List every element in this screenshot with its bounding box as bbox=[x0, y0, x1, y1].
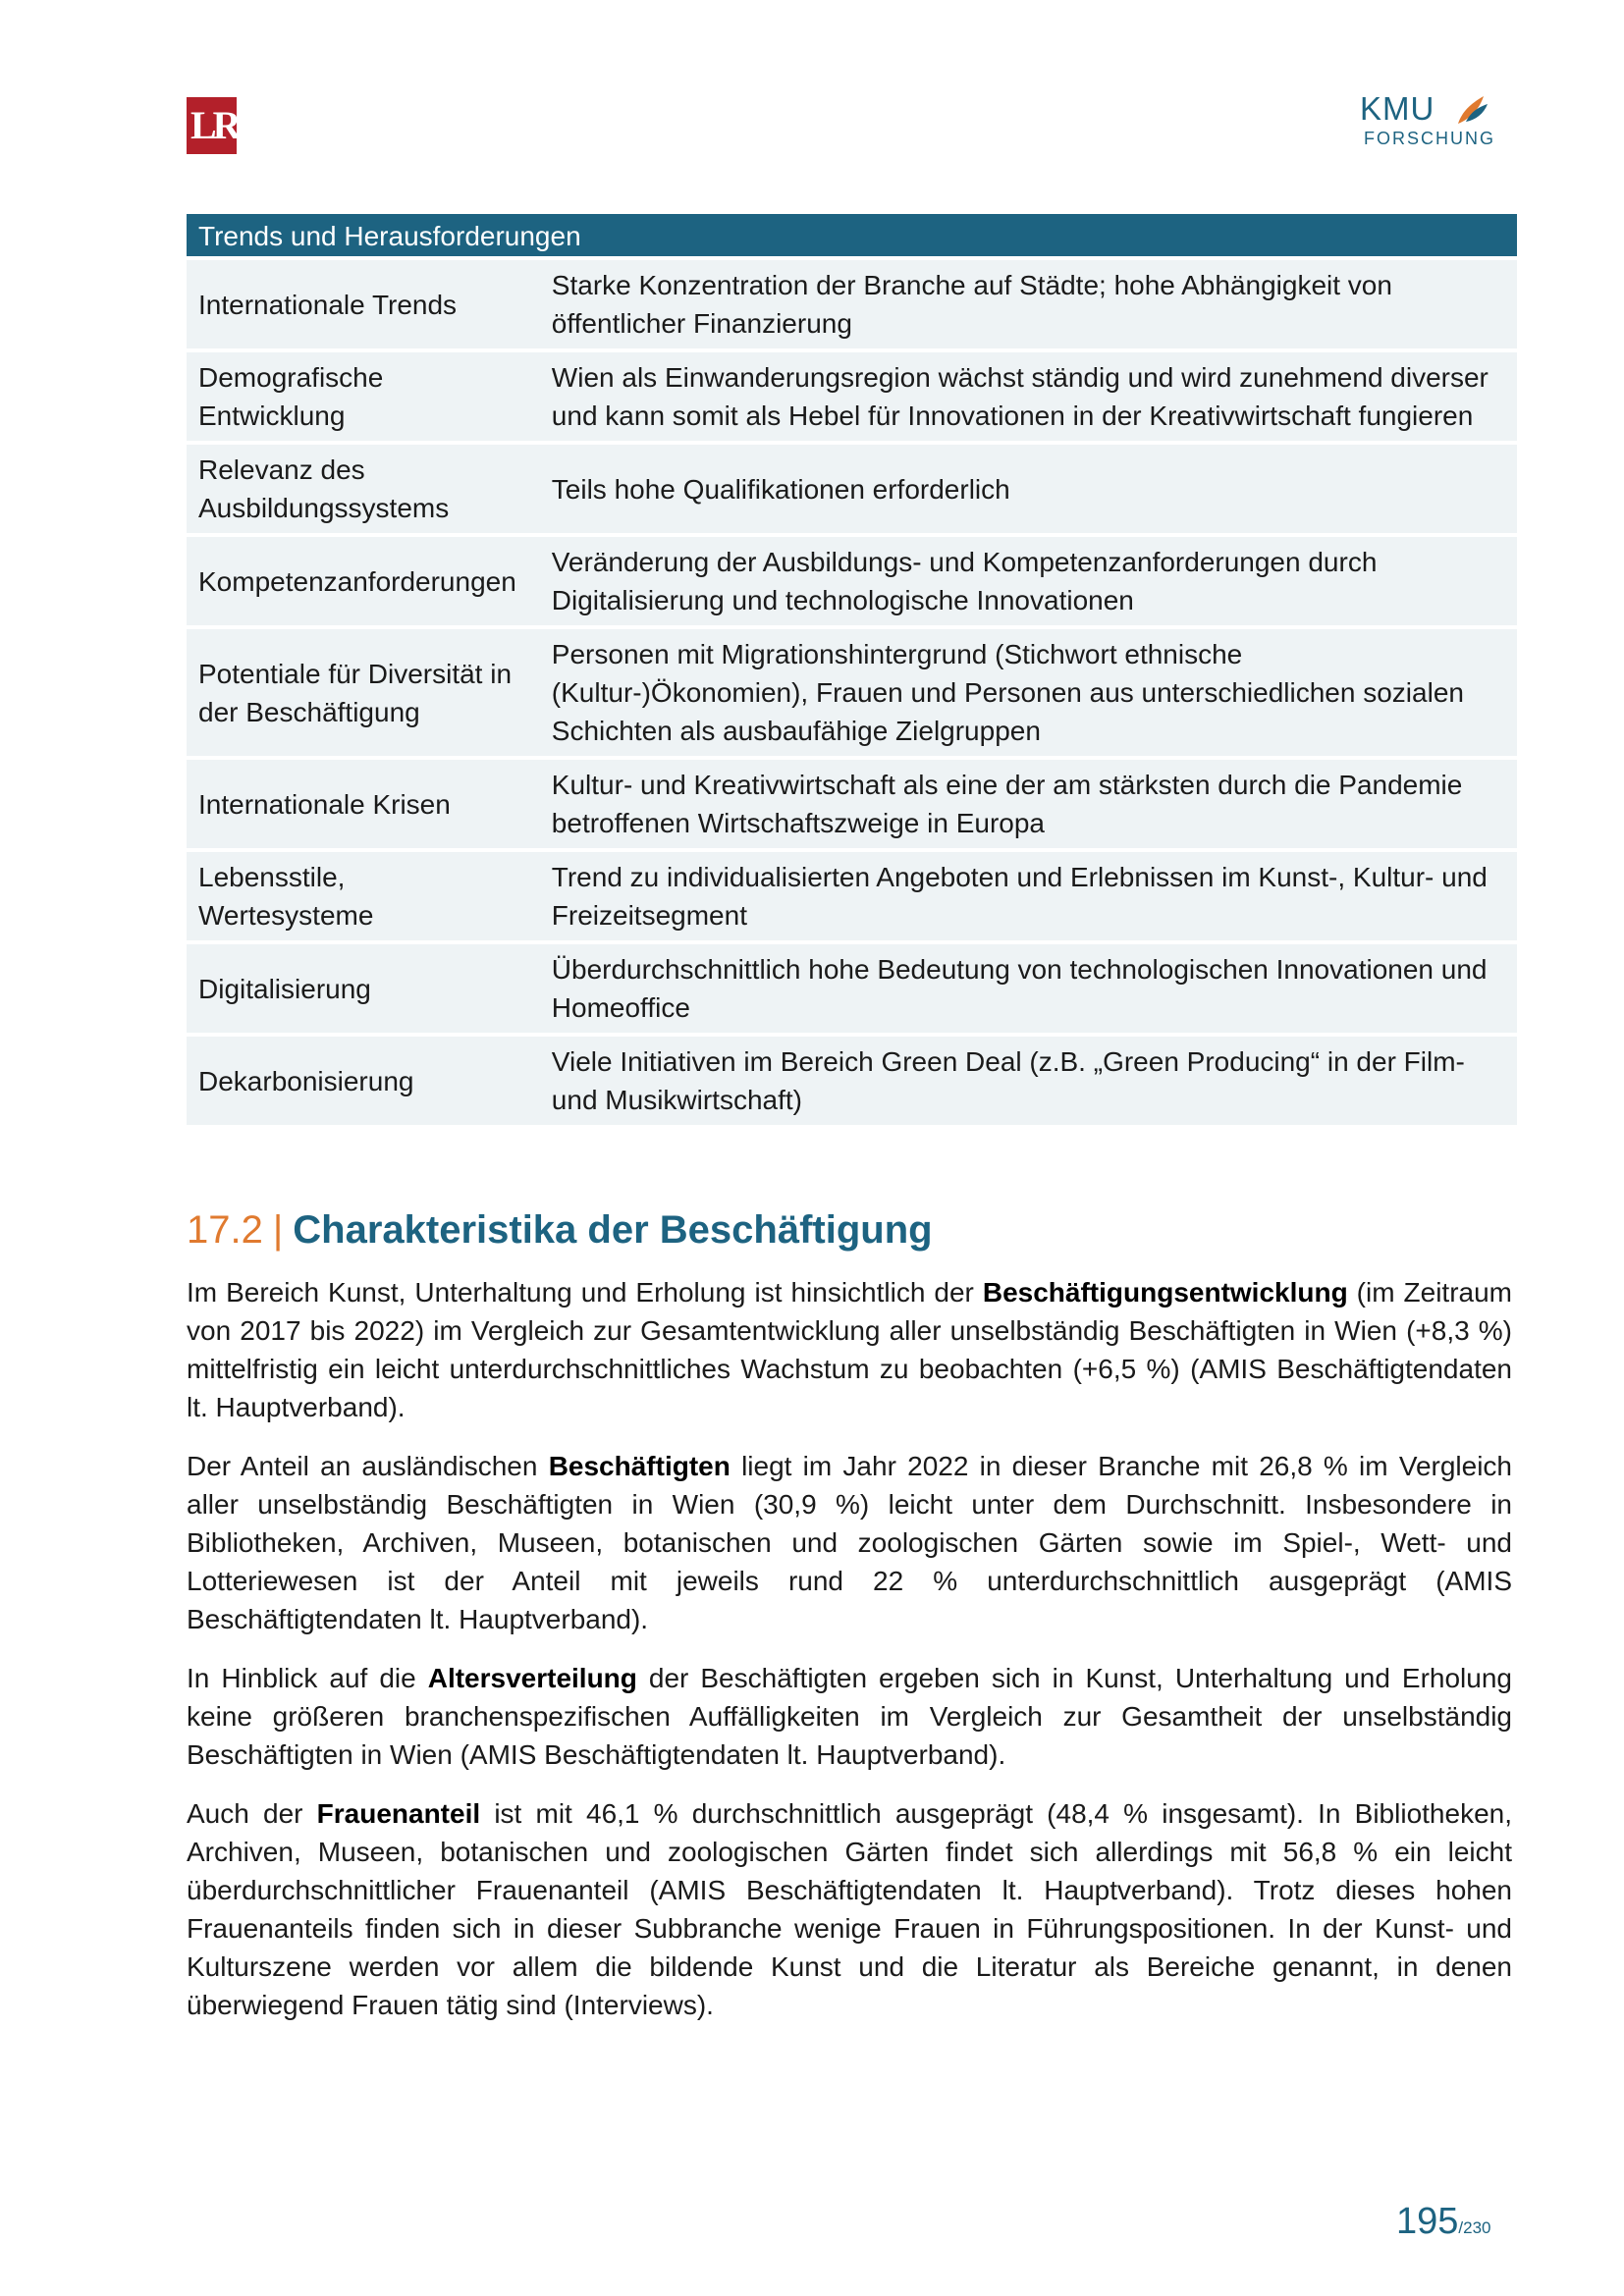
table-row bbox=[187, 944, 1517, 1033]
kmu-forschung-logo bbox=[1360, 90, 1495, 153]
section-heading bbox=[187, 1202, 933, 1257]
paragraph-keyword: Frauenanteil bbox=[316, 1798, 481, 1829]
table-row bbox=[187, 537, 1517, 625]
row-label: Potentiale für Diversität in der Beschäftigung bbox=[187, 629, 528, 756]
kmu-logo-sub: FORSCHUNG bbox=[1364, 129, 1495, 148]
page-number bbox=[1396, 2203, 1491, 2240]
section-number: 17.2 bbox=[187, 1208, 263, 1252]
trends-table bbox=[187, 210, 1517, 1129]
row-label: Dekarbonisierung bbox=[187, 1037, 528, 1125]
section-title: Charakteristika der Beschäftigung bbox=[293, 1208, 933, 1252]
paragraph bbox=[187, 1447, 1512, 1638]
row-label: Relevanz des Ausbildungssystems bbox=[187, 445, 528, 533]
section-separator: | bbox=[272, 1208, 284, 1252]
paragraph-text: (im Zeitraum von 2017 bis 2022) im Vergleich zur Gesamtentwicklung aller unselbständig Beschäftigten in Wien (+8,3 %) mittelfristig ein leicht unterdurchschnittliches Wachstum zu beobachten (+6,5 %) (AMIS Beschäftigtendaten lt. Hauptverband). bbox=[187, 1277, 1512, 1422]
trends-table-heading: Trends und Herausforderungen bbox=[187, 214, 1517, 256]
table-row bbox=[187, 852, 1517, 940]
row-label: Internationale Trends bbox=[187, 260, 528, 348]
table-row bbox=[187, 760, 1517, 848]
row-text: Überdurchschnittlich hohe Bedeutung von technologischen Innovationen und Homeoffice bbox=[528, 944, 1517, 1033]
lr-logo bbox=[187, 95, 247, 156]
paragraph-text: der Beschäftigten ergeben sich in Kunst, Unterhaltung und Erholung keine größeren branchenspezifischen Auffälligkeiten im Vergleich zur Gesamtheit der unselbständig Beschäftigten in Wien (AMIS Beschäftigtendaten lt. Hauptverband). bbox=[187, 1663, 1512, 1770]
row-text: Viele Initiativen im Bereich Green Deal (z.B. „Green Producing“ in der Film- und Musikwirtschaft) bbox=[528, 1037, 1517, 1125]
row-text: Teils hohe Qualifikationen erforderlich bbox=[528, 445, 1517, 533]
row-label: Internationale Krisen bbox=[187, 760, 528, 848]
paragraph-text: ist mit 46,1 % durchschnittlich ausgeprägt (48,4 % insgesamt). In Bibliotheken, Archiven, Museen, botanischen und zoologischen Gärten findet sich allerdings mit 56,8 % ein leicht überdurchschnittlicher Frauenanteil (AMIS Beschäftigtendaten lt. Hauptverband). Trotz dieses hohen Frauenanteils finden sich in dieser Subbranche wenige Frauen in Führungspositionen. In der Kunst- und Kulturszene werden vor allem die bildende Kunst und die Literatur als Bereiche genannt, in denen überwiegend Frauen tätig sind (Interviews). bbox=[187, 1798, 1512, 2020]
paragraph-text: In Hinblick auf die bbox=[187, 1663, 428, 1693]
paragraph bbox=[187, 1794, 1512, 2024]
paragraph-text: Der Anteil an ausländischen bbox=[187, 1451, 549, 1481]
lr-logo-letters: LR bbox=[190, 103, 238, 147]
body-text bbox=[187, 1273, 1512, 2045]
row-label: Kompetenzanforderungen bbox=[187, 537, 528, 625]
row-label: Digitalisierung bbox=[187, 944, 528, 1033]
paragraph-keyword: Altersverteilung bbox=[427, 1663, 637, 1693]
row-text: Wien als Einwanderungsregion wächst ständig und wird zunehmend diverser und kann somit als Hebel für Innovationen in der Kreativwirtschaft fungieren bbox=[528, 352, 1517, 441]
table-row bbox=[187, 352, 1517, 441]
row-label: Lebensstile, Wertesysteme bbox=[187, 852, 528, 940]
paragraph-keyword: Beschäftigungsentwicklung bbox=[982, 1277, 1348, 1308]
paragraph-text: Auch der bbox=[187, 1798, 317, 1829]
row-label: Demografische Entwicklung bbox=[187, 352, 528, 441]
trends-table-header-row bbox=[187, 214, 1517, 256]
row-text: Kultur- und Kreativwirtschaft als eine der am stärksten durch die Pandemie betroffenen Wirtschaftszweige in Europa bbox=[528, 760, 1517, 848]
paragraph-keyword: Beschäftigten bbox=[548, 1451, 731, 1481]
row-text: Trend zu individualisierten Angeboten und Erlebnissen im Kunst-, Kultur- und Freizeitsegment bbox=[528, 852, 1517, 940]
row-text: Starke Konzentration der Branche auf Städte; hohe Abhängigkeit von öffentlicher Finanzierung bbox=[528, 260, 1517, 348]
page-total: /230 bbox=[1458, 2218, 1491, 2237]
row-text: Personen mit Migrationshintergrund (Stichwort ethnische (Kultur-)Ökonomien), Frauen und Personen aus unterschiedlichen sozialen Schichten als ausbaufähige Zielgruppen bbox=[528, 629, 1517, 756]
page-current: 195 bbox=[1396, 2201, 1459, 2242]
row-text: Veränderung der Ausbildungs- und Kompetenzanforderungen durch Digitalisierung und technologische Innovationen bbox=[528, 537, 1517, 625]
paragraph-text: Im Bereich Kunst, Unterhaltung und Erholung ist hinsichtlich der bbox=[187, 1277, 983, 1308]
kmu-logo-main: KMU bbox=[1360, 90, 1435, 127]
paragraph bbox=[187, 1659, 1512, 1774]
table-row bbox=[187, 260, 1517, 348]
table-row bbox=[187, 1037, 1517, 1125]
paragraph bbox=[187, 1273, 1512, 1426]
leaf-icon bbox=[1454, 94, 1489, 126]
paragraph-text: liegt im Jahr 2022 in dieser Branche mit 26,8 % im Vergleich aller unselbständig Beschäftigten in Wien (30,9 %) leicht unter dem Durchschnitt. Insbesondere in Bibliotheken, Archiven, Museen, botanischen und zoologischen Gärten sowie im Spiel-, Wett- und Lotteriewesen ist der Anteil mit jeweils rund 22 % unterdurchschnittlich ausgeprägt (AMIS Beschäftigtendaten lt. Hauptverband). bbox=[187, 1451, 1512, 1634]
table-row bbox=[187, 629, 1517, 756]
lr-logo-subtitle: KMU FORSCHUNG bbox=[241, 95, 247, 156]
table-row bbox=[187, 445, 1517, 533]
